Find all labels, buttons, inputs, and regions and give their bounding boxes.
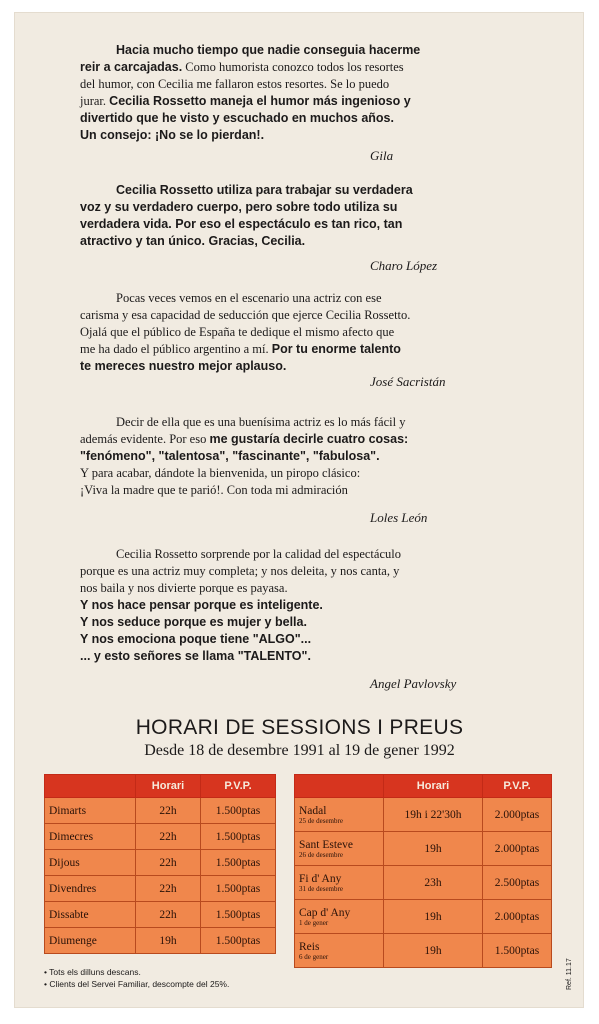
- time-cell: 19h: [384, 900, 483, 934]
- review-line: [80, 414, 520, 431]
- day-cell: Divendres: [45, 876, 136, 902]
- review-text: me gustaría decirle cuatro cosas:: [209, 432, 409, 446]
- time-cell: 22h: [136, 850, 201, 876]
- day-cell: [295, 934, 384, 968]
- review-line: [80, 290, 520, 307]
- review-line: [80, 182, 520, 199]
- table-header-horari: Horari: [136, 775, 201, 798]
- review-angel-pavlovsky: [80, 546, 520, 665]
- table-row: [45, 876, 276, 902]
- price-cell: 1.500ptas: [201, 928, 276, 954]
- review-line: [80, 358, 520, 375]
- table-header-pvp: P.V.P.: [483, 775, 552, 798]
- review-line: [80, 431, 520, 448]
- table-row: [295, 866, 552, 900]
- price-cell: 1.500ptas: [483, 934, 552, 968]
- time-cell: 19h: [384, 832, 483, 866]
- review-text: ¡Viva la madre que te parió!. Con toda mi admiración: [80, 483, 348, 497]
- table-row: [295, 832, 552, 866]
- review-text: "fenómeno", "talentosa", "fascinante", "fabulosa".: [80, 449, 380, 463]
- review-line: [80, 597, 520, 614]
- table-row: [45, 902, 276, 928]
- note-closed-mondays: • Tots els dilluns descans.: [44, 967, 141, 977]
- review-line: [80, 631, 520, 648]
- day-name: Nadal: [299, 804, 327, 817]
- review-text: Y nos seduce porque es mujer y bella.: [80, 615, 307, 629]
- note-discount: • Clients del Servei Familiar, descompte del 25%.: [44, 979, 230, 989]
- review-line: [80, 563, 520, 580]
- review-gila: [80, 42, 520, 144]
- price-cell: 1.500ptas: [201, 876, 276, 902]
- review-line: [80, 199, 520, 216]
- table-row: [45, 824, 276, 850]
- review-text: Un consejo: ¡No se lo pierdan!.: [80, 128, 265, 142]
- review-text: Pocas veces vemos en el escenario una actriz con ese: [116, 291, 382, 305]
- time-cell: 19h: [384, 934, 483, 968]
- day-name: Fi d' Any: [299, 872, 342, 885]
- review-line: [80, 93, 520, 110]
- review-line: [80, 42, 520, 59]
- review-text: ... y esto señores se llama "TALENTO".: [80, 649, 311, 663]
- review-line: [80, 127, 520, 144]
- review-line: [80, 648, 520, 665]
- review-text: Hacia mucho tiempo que nadie conseguia hacerme: [116, 43, 421, 57]
- review-line: [80, 110, 520, 127]
- review-author: Loles León: [370, 510, 428, 525]
- review-text: del humor, con Cecilia me fallaron estos resortes. Se lo puedo: [80, 77, 390, 91]
- review-text: Y para acabar, dándote la bienvenida, un piropo clásico:: [80, 466, 361, 480]
- review-line: [80, 324, 520, 341]
- time-cell: 22h: [136, 902, 201, 928]
- review-text: Y nos hace pensar porque es inteligente.: [80, 598, 323, 612]
- time-cell: 19h: [136, 928, 201, 954]
- table-row: [295, 934, 552, 968]
- time-cell: 22h: [136, 876, 201, 902]
- review-line: [80, 482, 520, 499]
- day-cell: Dissabte: [45, 902, 136, 928]
- price-cell: 1.500ptas: [201, 824, 276, 850]
- review-author: Charo López: [370, 258, 438, 273]
- review-line: [80, 59, 520, 76]
- day-cell: [295, 832, 384, 866]
- review-text: Por tu enorme talento: [271, 342, 401, 356]
- price-cell: 2.000ptas: [483, 832, 552, 866]
- review-text: además evidente. Por eso: [80, 432, 210, 446]
- review-line: [80, 233, 520, 250]
- schedule-title: HORARI DE SESSIONS I PREUS: [135, 716, 464, 739]
- day-date: 6 de gener: [299, 952, 329, 961]
- price-cell: 1.500ptas: [201, 850, 276, 876]
- table-row: [45, 928, 276, 954]
- review-text: nos baila y nos divierte porque es payasa.: [80, 581, 288, 595]
- review-text: jurar.: [80, 94, 110, 108]
- review-charo-lopez: [80, 182, 520, 250]
- day-cell: Dimecres: [45, 824, 136, 850]
- day-date: 26 de desembre: [299, 850, 343, 859]
- price-cell: 1.500ptas: [201, 798, 276, 824]
- review-loles-leon: [80, 414, 520, 499]
- day-cell: Diumenge: [45, 928, 136, 954]
- review-text: Ojalá que el público de España te dedique el mismo afecto que: [80, 325, 395, 339]
- review-line: [80, 546, 520, 563]
- price-cell: 1.500ptas: [201, 902, 276, 928]
- reference-code: Ref. 11.17: [566, 958, 573, 990]
- table-header-horari: Horari: [384, 775, 483, 798]
- review-line: [80, 465, 520, 482]
- schedule-notes: [44, 966, 229, 990]
- price-cell: 2.500ptas: [483, 866, 552, 900]
- table-header-day: [45, 775, 136, 798]
- review-text: voz y su verdadero cuerpo, pero sobre todo utiliza su: [80, 200, 398, 214]
- day-name: Reis: [299, 940, 320, 953]
- day-cell: Dijous: [45, 850, 136, 876]
- review-text: divertido que he visto y escuchado en muchos años.: [80, 111, 394, 125]
- review-line: [80, 580, 520, 597]
- day-cell: Dimarts: [45, 798, 136, 824]
- review-line: [80, 448, 520, 465]
- price-cell: 2.000ptas: [483, 900, 552, 934]
- review-text: Cecilia Rossetto utiliza para trabajar su verdadera: [116, 183, 413, 197]
- day-date: 31 de desembre: [299, 884, 343, 893]
- time-cell: 23h: [384, 866, 483, 900]
- day-date: 25 de desembre: [299, 816, 343, 825]
- table-row: [45, 850, 276, 876]
- review-text: atractivo y tan único. Gracias, Cecilia.: [80, 234, 306, 248]
- review-jose-sacristan: [80, 290, 520, 375]
- table-header-pvp: P.V.P.: [201, 775, 276, 798]
- review-text: Decir de ella que es una buenísima actriz es lo más fácil y: [116, 415, 406, 429]
- day-cell: [295, 866, 384, 900]
- day-name: Cap d' Any: [299, 906, 351, 919]
- review-line: [80, 341, 520, 358]
- review-text: Y nos emociona poque tiene "ALGO"...: [80, 632, 312, 646]
- schedule-subtitle: Desde 18 de desembre 1991 al 19 de gener 1992: [144, 742, 455, 759]
- review-text: te mereces nuestro mejor aplauso.: [80, 359, 287, 373]
- review-text: me ha dado el público argentino a mí.: [80, 342, 272, 356]
- day-name: Sant Esteve: [299, 838, 353, 851]
- table-row: [295, 798, 552, 832]
- review-text: Cecilia Rossetto maneja el humor más ingenioso y: [109, 94, 411, 108]
- review-text: Cecilia Rossetto sorprende por la calidad del espectáculo: [116, 547, 401, 561]
- time-cell: 22h: [136, 824, 201, 850]
- review-text: Como humorista conozco todos los resortes: [182, 60, 404, 74]
- day-cell: [295, 798, 384, 832]
- review-line: [80, 307, 520, 324]
- schedule-table-weekdays: [44, 774, 276, 954]
- price-cell: 2.000ptas: [483, 798, 552, 832]
- review-text: carisma y esa capacidad de seducción que ejerce Cecilia Rossetto.: [80, 308, 411, 322]
- time-cell: 22h: [136, 798, 201, 824]
- day-date: 1 de gener: [299, 918, 329, 927]
- table-row: [45, 798, 276, 824]
- review-line: [80, 614, 520, 631]
- table-row: [295, 900, 552, 934]
- review-author: José Sacristán: [370, 374, 446, 389]
- review-text: reir a carcajadas.: [80, 60, 183, 74]
- day-cell: [295, 900, 384, 934]
- review-text: verdadera vida. Por eso el espectáculo es tan rico, tan: [80, 217, 403, 231]
- review-text: porque es una actriz muy completa; y nos deleita, y nos canta, y: [80, 564, 400, 578]
- review-line: [80, 76, 520, 93]
- review-author: Angel Pavlovsky: [370, 676, 457, 691]
- time-cell: 19h i 22'30h: [384, 798, 483, 832]
- schedule-table-holidays: [294, 774, 552, 968]
- review-line: [80, 216, 520, 233]
- review-author: Gila: [370, 148, 394, 163]
- table-header-day: [295, 775, 384, 798]
